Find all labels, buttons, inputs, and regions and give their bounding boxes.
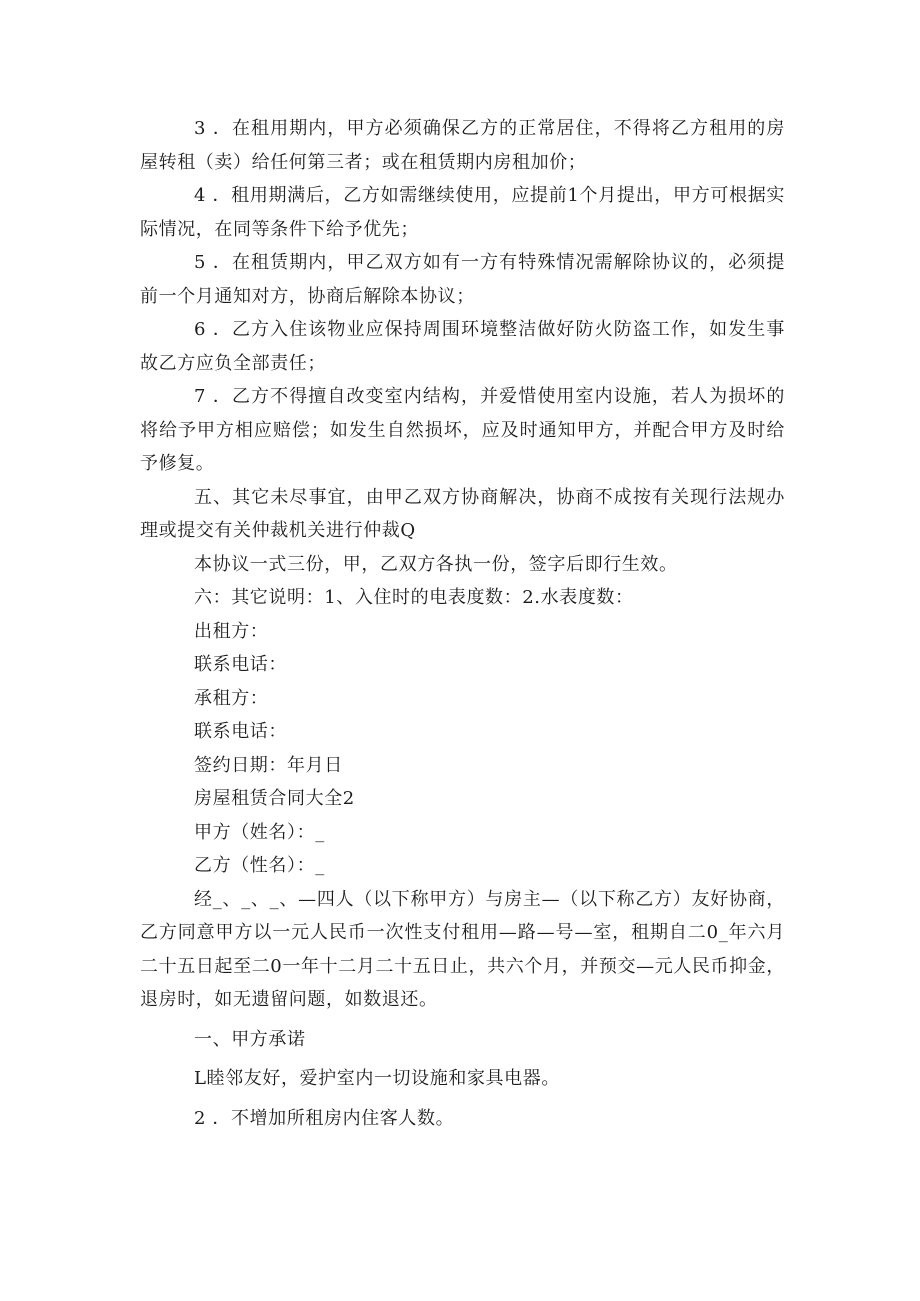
section-heading: 房屋租赁合同大全2: [194, 788, 355, 809]
lessor-phone-label: 联系电话：: [194, 654, 287, 675]
clause-7-paragraph: 7 ．乙方不得擅自改变室内结构，并爱惜使用室内设施，若人为损坏的将给予甲方相应赔偿；如发生自然损坏，应及时通知甲方，并配合甲方及时给予修复。: [140, 386, 785, 474]
signing-date-label: 签约日期：年月日: [194, 754, 343, 776]
party-a-commitment-heading: 一、甲方承诺: [194, 1028, 306, 1050]
clause-3-paragraph: 3 ．在租用期内，甲方必须确保乙方的正常居住，不得将乙方租用的房屋转租（卖）给任何第三者；或在租赁期内房租加价；: [140, 118, 785, 173]
party-a-name-label: 甲方（姓名）：_: [194, 821, 325, 843]
copies-statement: 本协议一式三份，甲，乙双方各执一份，签字后即行生效。: [194, 553, 678, 575]
clause-6-paragraph: 6 ．乙方入住该物业应保持周围环境整洁做好防火防盗工作，如发生事故乙方应负全部责任；: [140, 319, 785, 374]
party-b-name-label: 乙方（性名）：_: [194, 855, 325, 876]
clause-4-paragraph: 4 ．租用期满后，乙方如需继续使用，应提前1个月提出，甲方可根据实际情况，在同等条件下给予优先；: [140, 185, 785, 240]
section-five-paragraph: 五、其它未尽事宜，由甲乙双方协商解决，协商不成按有关现行法规办理或提交有关仲裁机关进行仲裁Q: [140, 486, 785, 541]
commitment-item-2: 2 ．不增加所租房内住客人数。: [194, 1107, 455, 1129]
agreement-terms-paragraph: 经_、_、_、—四人（以下称甲方）与房主—（以下称乙方）友好协商，乙方同意甲方以一元人民币一次性支付租用—路—号—室，租期自二0_年六月二十五日起至二0一年十二月二十五日止，共六个月，并预交—元人民币抑金，退房时，如无遗留问题，如数退还。: [140, 888, 785, 1010]
lessee-label: 承租方：: [194, 687, 269, 709]
commitment-item-1: L睦邻友好，爱护室内一切设施和家具电器。: [194, 1068, 560, 1089]
document-page: [140, 112, 785, 1135]
section-six-notes: 六：其它说明：1、入住时的电表度数：2.水表度数：: [194, 587, 634, 608]
lessee-phone-label: 联系电话：: [194, 721, 287, 742]
clause-5-paragraph: 5 ．在租赁期内，甲乙双方如有一方有特殊情况需解除协议的，必须提前一个月通知对方，协商后解除本协议；: [140, 252, 785, 307]
lessor-label: 出租方：: [194, 620, 269, 642]
